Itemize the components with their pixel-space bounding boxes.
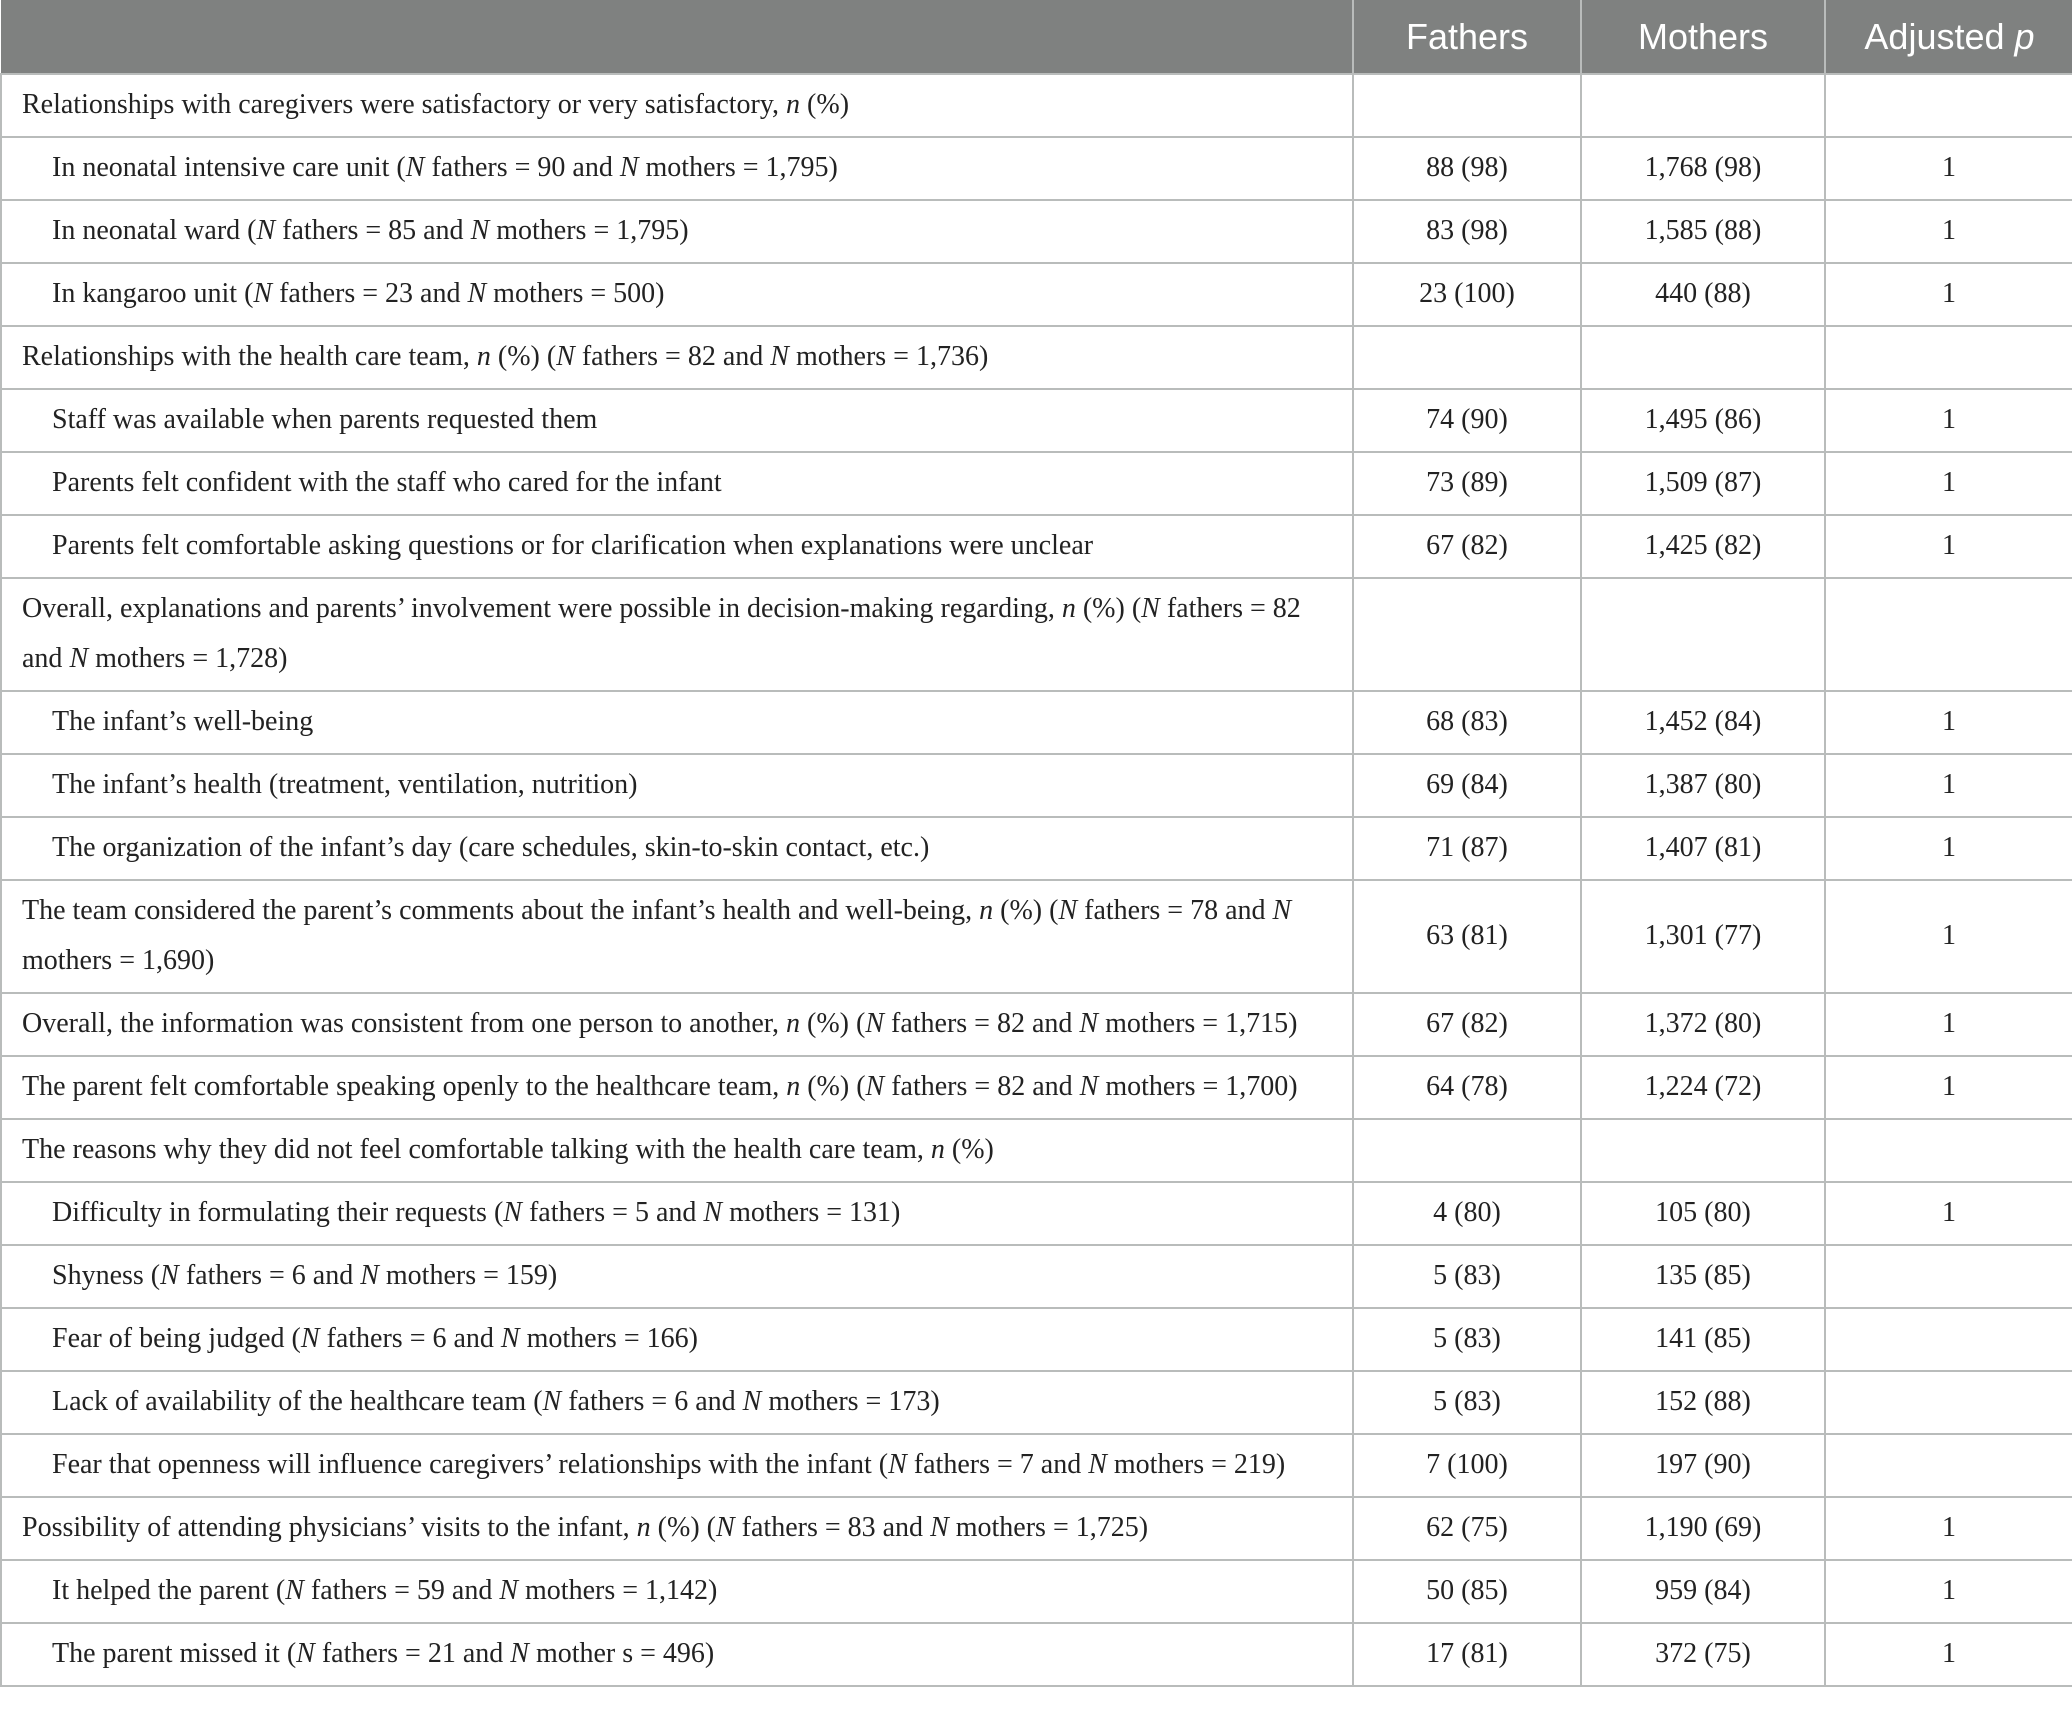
table-row <box>1 691 2072 754</box>
table-row <box>1 137 2072 200</box>
italic-symbol: N <box>69 643 89 674</box>
fathers-value: 63 (81) <box>1353 880 1581 993</box>
mothers-value: 197 (90) <box>1581 1434 1825 1497</box>
label-text: fathers = 82 and <box>22 593 1301 674</box>
adjusted-p-value: 1 <box>1825 263 2072 326</box>
adjusted-p-value: 1 <box>1825 515 2072 578</box>
label-text: It helped the parent ( <box>52 1575 286 1606</box>
label-text: mother s = 496) <box>528 1638 715 1669</box>
table-row <box>1 993 2072 1056</box>
italic-symbol: N <box>1088 1449 1107 1480</box>
label-text: In neonatal ward ( <box>52 215 257 246</box>
adjusted-p-value: 1 <box>1825 993 2072 1056</box>
header-item <box>1 1 1353 75</box>
italic-symbol: N <box>1058 895 1078 926</box>
row-label <box>1 1182 1353 1245</box>
adjusted-p-value: 1 <box>1825 1182 2072 1245</box>
label-text: Parents felt comfortable asking questions or for clarification when explanations were unclear <box>52 530 1094 561</box>
mothers-value: 372 (75) <box>1581 1623 1825 1686</box>
adjusted-p-value: 1 <box>1825 1497 2072 1560</box>
row-label <box>1 137 1353 200</box>
label-text: (%) ( <box>490 341 557 372</box>
fathers-value: 67 (82) <box>1353 993 1581 1056</box>
row-label <box>1 389 1353 452</box>
table-row <box>1 74 2072 137</box>
row-label <box>1 1497 1353 1560</box>
row-label <box>1 817 1353 880</box>
label-text: Possibility of attending physicians’ visits to the infant, <box>22 1512 637 1543</box>
row-label <box>1 515 1353 578</box>
table-row <box>1 389 2072 452</box>
mothers-value: 1,768 (98) <box>1581 137 1825 200</box>
label-text: The reasons why they did not feel comfortable talking with the health care team, <box>22 1134 931 1165</box>
mothers-value: 105 (80) <box>1581 1182 1825 1245</box>
label-text: fathers = 82 and <box>884 1071 1080 1102</box>
italic-symbol: N <box>467 278 487 309</box>
table-row <box>1 1434 2072 1497</box>
fathers-value: 67 (82) <box>1353 515 1581 578</box>
table-row <box>1 1308 2072 1371</box>
label-text: mothers = 1,700) <box>1098 1071 1298 1102</box>
label-text: mothers = 219) <box>1106 1449 1286 1480</box>
label-text: mothers = 1,795) <box>638 152 838 183</box>
mothers-value: 1,372 (80) <box>1581 993 1825 1056</box>
label-text: The team considered the parent’s comments about the infant’s health and well-being, <box>22 895 980 926</box>
table-row <box>1 1182 2072 1245</box>
adjusted-p-value: 1 <box>1825 1056 2072 1119</box>
adjusted-p-value: 1 <box>1825 1560 2072 1623</box>
label-text: The parent felt comfortable speaking openly to the healthcare team, <box>22 1071 787 1102</box>
mothers-value: 1,425 (82) <box>1581 515 1825 578</box>
label-text: mothers = 1,690) <box>22 945 215 976</box>
table-header <box>1 1 2072 75</box>
mothers-value <box>1581 74 1825 137</box>
label-text: mothers = 1,728) <box>88 643 288 674</box>
italic-symbol: N <box>503 1197 522 1228</box>
fathers-value: 88 (98) <box>1353 137 1581 200</box>
fathers-value: 64 (78) <box>1353 1056 1581 1119</box>
italic-symbol: N <box>500 1323 520 1354</box>
italic-symbol: N <box>285 1575 304 1606</box>
italic-symbol: N <box>470 215 490 246</box>
label-text: mothers = 1,715) <box>1098 1008 1298 1039</box>
italic-symbol: N <box>865 1008 884 1039</box>
label-text: fathers = 59 and <box>303 1575 500 1606</box>
italic-symbol: n <box>636 1512 651 1543</box>
label-text: (%) ( <box>993 895 1059 926</box>
label-text: (%) ( <box>1075 593 1142 624</box>
label-text: Overall, explanations and parents’ involvement were possible in decision-making regarding, <box>22 593 1062 624</box>
adjusted-p-value <box>1825 1371 2072 1434</box>
table-row <box>1 1623 2072 1686</box>
italic-symbol: N <box>930 1512 949 1543</box>
mothers-value: 135 (85) <box>1581 1245 1825 1308</box>
adjusted-p-value: 1 <box>1825 137 2072 200</box>
row-label <box>1 578 1353 691</box>
italic-symbol: N <box>256 215 276 246</box>
italic-symbol: n <box>786 1008 801 1039</box>
mothers-value: 141 (85) <box>1581 1308 1825 1371</box>
italic-symbol: N <box>715 1512 735 1543</box>
adjusted-p-value <box>1825 326 2072 389</box>
mothers-value: 1,407 (81) <box>1581 817 1825 880</box>
italic-symbol: N <box>499 1575 519 1606</box>
label-text: Parents felt confident with the staff who cared for the infant <box>52 467 722 498</box>
italic-symbol: N <box>253 278 273 309</box>
row-label <box>1 993 1353 1056</box>
adjusted-p-value: 1 <box>1825 817 2072 880</box>
label-text: In neonatal intensive care unit ( <box>52 152 406 183</box>
fathers-value <box>1353 1119 1581 1182</box>
italic-symbol: N <box>160 1260 179 1291</box>
label-text: fathers = 85 and <box>275 215 471 246</box>
row-label <box>1 1056 1353 1119</box>
italic-symbol: n <box>1061 593 1076 624</box>
adjusted-p-value: 1 <box>1825 880 2072 993</box>
row-label <box>1 1623 1353 1686</box>
italic-symbol: N <box>703 1197 723 1228</box>
italic-symbol: n <box>786 1071 801 1102</box>
italic-symbol: N <box>405 152 425 183</box>
italic-symbol: N <box>360 1260 379 1291</box>
label-text: (%) ( <box>800 1008 866 1039</box>
label-text: The organization of the infant’s day (care schedules, skin-to-skin contact, etc.) <box>52 832 930 863</box>
row-label <box>1 880 1353 993</box>
label-text: fathers = 7 and <box>906 1449 1089 1480</box>
label-text: fathers = 82 and <box>574 341 771 372</box>
mothers-value: 1,224 (72) <box>1581 1056 1825 1119</box>
label-text: fathers = 78 and <box>1077 895 1273 926</box>
table-row <box>1 326 2072 389</box>
label-text: (%) ( <box>800 1071 866 1102</box>
italic-symbol: N <box>770 341 789 372</box>
fathers-value: 74 (90) <box>1353 389 1581 452</box>
label-text: Relationships with caregivers were satisfactory or very satisfactory, <box>22 89 787 120</box>
mothers-value: 1,387 (80) <box>1581 754 1825 817</box>
header-mothers: Mothers <box>1581 1 1825 75</box>
label-text: mothers = 1,725) <box>948 1512 1149 1543</box>
label-text: Staff was available when parents requested them <box>52 404 598 435</box>
table-row <box>1 1497 2072 1560</box>
fathers-value: 50 (85) <box>1353 1560 1581 1623</box>
label-text: fathers = 21 and <box>314 1638 511 1669</box>
fathers-value: 83 (98) <box>1353 200 1581 263</box>
mothers-value: 1,509 (87) <box>1581 452 1825 515</box>
table-row <box>1 817 2072 880</box>
row-label <box>1 1434 1353 1497</box>
label-text: mothers = 159) <box>378 1260 558 1291</box>
mothers-value: 1,495 (86) <box>1581 389 1825 452</box>
table-row <box>1 452 2072 515</box>
table-row <box>1 880 2072 993</box>
mothers-value: 1,452 (84) <box>1581 691 1825 754</box>
adjusted-p-value: 1 <box>1825 691 2072 754</box>
label-text: mothers = 500) <box>486 278 665 309</box>
label-text: fathers = 82 and <box>884 1008 1080 1039</box>
row-label <box>1 1119 1353 1182</box>
label-text: Fear of being judged ( <box>52 1323 301 1354</box>
label-text: Lack of availability of the healthcare team ( <box>52 1386 543 1417</box>
table-body <box>1 74 2072 1686</box>
row-label <box>1 452 1353 515</box>
row-label <box>1 326 1353 389</box>
label-text: mothers = 131) <box>722 1197 901 1228</box>
fathers-value <box>1353 74 1581 137</box>
table-row <box>1 1056 2072 1119</box>
table-row <box>1 1371 2072 1434</box>
adjusted-p-value <box>1825 578 2072 691</box>
mothers-value: 1,585 (88) <box>1581 200 1825 263</box>
table-row <box>1 754 2072 817</box>
italic-symbol: n <box>786 89 801 120</box>
fathers-value: 5 (83) <box>1353 1371 1581 1434</box>
label-text: mothers = 173) <box>761 1386 940 1417</box>
header-adjusted-label: Adjusted <box>1864 16 2015 57</box>
italic-symbol: N <box>1079 1008 1099 1039</box>
label-text: Fear that openness will influence caregivers’ relationships with the infant ( <box>52 1449 889 1480</box>
italic-symbol: N <box>619 152 639 183</box>
label-text: (%) ( <box>650 1512 716 1543</box>
italic-symbol: n <box>930 1134 945 1165</box>
label-text: The infant’s health (treatment, ventilation, nutrition) <box>52 769 638 800</box>
adjusted-p-value: 1 <box>1825 389 2072 452</box>
fathers-value: 5 (83) <box>1353 1308 1581 1371</box>
label-text: Shyness ( <box>52 1260 161 1291</box>
fathers-value: 62 (75) <box>1353 1497 1581 1560</box>
fathers-value: 5 (83) <box>1353 1245 1581 1308</box>
adjusted-p-value <box>1825 1434 2072 1497</box>
table-row <box>1 515 2072 578</box>
label-text: mothers = 1,795) <box>489 215 689 246</box>
label-text: Relationships with the health care team, <box>22 341 477 372</box>
mothers-value: 440 (88) <box>1581 263 1825 326</box>
italic-symbol: N <box>296 1638 315 1669</box>
label-text: fathers = 90 and <box>424 152 620 183</box>
italic-symbol: N <box>510 1638 529 1669</box>
fathers-value: 4 (80) <box>1353 1182 1581 1245</box>
label-text: Difficulty in formulating their requests ( <box>52 1197 504 1228</box>
adjusted-p-value: 1 <box>1825 200 2072 263</box>
label-text: mothers = 1,142) <box>518 1575 718 1606</box>
table-row <box>1 263 2072 326</box>
italic-symbol: N <box>300 1323 320 1354</box>
fathers-value: 73 (89) <box>1353 452 1581 515</box>
header-adjusted-p <box>1825 1 2072 75</box>
label-text: mothers = 166) <box>519 1323 698 1354</box>
mothers-value <box>1581 326 1825 389</box>
adjusted-p-value: 1 <box>1825 1623 2072 1686</box>
fathers-value: 71 (87) <box>1353 817 1581 880</box>
italic-symbol: N <box>1272 895 1292 926</box>
row-label <box>1 74 1353 137</box>
table-row <box>1 578 2072 691</box>
adjusted-p-value <box>1825 74 2072 137</box>
label-text: fathers = 6 and <box>319 1323 501 1354</box>
table-row <box>1 1119 2072 1182</box>
mothers-value <box>1581 578 1825 691</box>
label-text: mothers = 1,736) <box>788 341 989 372</box>
row-label <box>1 1245 1353 1308</box>
label-text: The parent missed it ( <box>52 1638 297 1669</box>
adjusted-p-value: 1 <box>1825 452 2072 515</box>
table-row <box>1 1245 2072 1308</box>
label-text: (%) <box>944 1134 994 1165</box>
table-row <box>1 1560 2072 1623</box>
row-label <box>1 1308 1353 1371</box>
italic-symbol: N <box>865 1071 885 1102</box>
header-fathers: Fathers <box>1353 1 1581 75</box>
row-label <box>1 691 1353 754</box>
italic-symbol: n <box>979 895 994 926</box>
row-label <box>1 263 1353 326</box>
italic-symbol: N <box>542 1386 562 1417</box>
row-label <box>1 1371 1353 1434</box>
row-label <box>1 200 1353 263</box>
mothers-value: 1,190 (69) <box>1581 1497 1825 1560</box>
header-adjusted-p-symbol: p <box>2014 16 2035 57</box>
fathers-value: 7 (100) <box>1353 1434 1581 1497</box>
italic-symbol: N <box>742 1386 762 1417</box>
label-text: In kangaroo unit ( <box>52 278 254 309</box>
fathers-value: 69 (84) <box>1353 754 1581 817</box>
italic-symbol: N <box>888 1449 907 1480</box>
italic-symbol: N <box>556 341 575 372</box>
row-label <box>1 1560 1353 1623</box>
label-text: fathers = 5 and <box>521 1197 704 1228</box>
fathers-value: 68 (83) <box>1353 691 1581 754</box>
fathers-value: 23 (100) <box>1353 263 1581 326</box>
label-text: fathers = 83 and <box>734 1512 931 1543</box>
table-row <box>1 200 2072 263</box>
label-text: The infant’s well-being <box>52 706 314 737</box>
mothers-value: 152 (88) <box>1581 1371 1825 1434</box>
header-row <box>1 1 2072 75</box>
italic-symbol: N <box>1141 593 1160 624</box>
fathers-value: 17 (81) <box>1353 1623 1581 1686</box>
label-text: fathers = 6 and <box>561 1386 743 1417</box>
label-text: fathers = 6 and <box>178 1260 361 1291</box>
adjusted-p-value <box>1825 1308 2072 1371</box>
adjusted-p-value <box>1825 1245 2072 1308</box>
fathers-value <box>1353 578 1581 691</box>
label-text: (%) <box>800 89 850 120</box>
label-text: fathers = 23 and <box>272 278 468 309</box>
mothers-value: 959 (84) <box>1581 1560 1825 1623</box>
italic-symbol: N <box>1079 1071 1099 1102</box>
italic-symbol: n <box>476 341 491 372</box>
mothers-value: 1,301 (77) <box>1581 880 1825 993</box>
fathers-value <box>1353 326 1581 389</box>
row-label <box>1 754 1353 817</box>
adjusted-p-value <box>1825 1119 2072 1182</box>
adjusted-p-value: 1 <box>1825 754 2072 817</box>
mothers-value <box>1581 1119 1825 1182</box>
label-text: Overall, the information was consistent from one person to another, <box>22 1008 787 1039</box>
